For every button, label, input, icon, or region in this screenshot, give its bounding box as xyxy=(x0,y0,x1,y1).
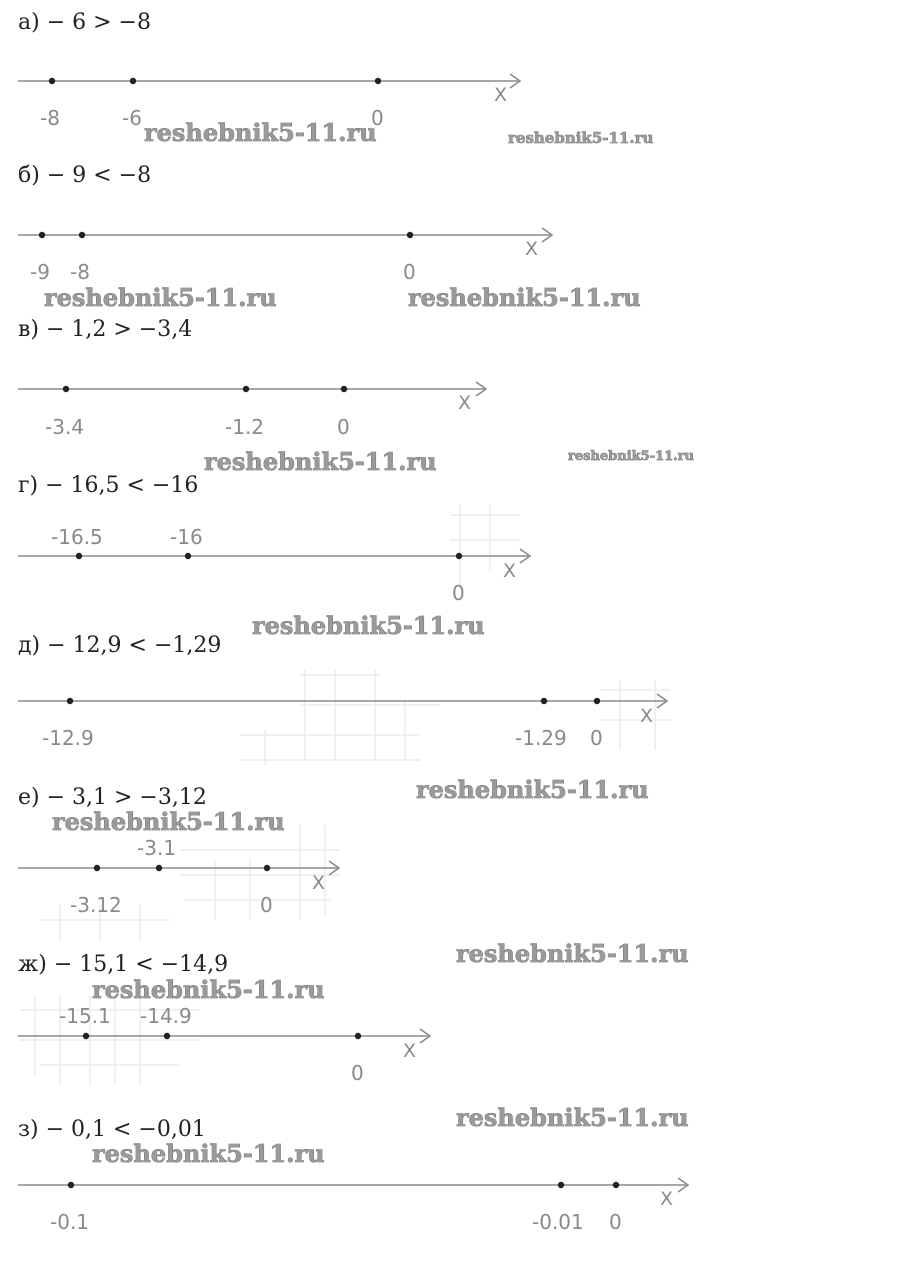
watermark: reshebnik5-11.ru xyxy=(456,939,689,968)
watermark: reshebnik5-11.ru xyxy=(52,807,285,836)
axis-label-x: X xyxy=(494,84,508,106)
tick-label: 0 xyxy=(337,415,350,439)
tick-label: -16.5 xyxy=(51,525,103,549)
axis-label-x: X xyxy=(312,872,326,894)
number-line-e xyxy=(18,836,339,917)
number-line-z xyxy=(18,1178,688,1234)
watermark: reshebnik5-11.ru xyxy=(568,449,695,464)
problem-v-heading: в) − 1,2 > −3,4 xyxy=(18,317,193,342)
point-zero xyxy=(594,698,600,704)
point-minus-15-1 xyxy=(83,1033,89,1039)
tick-label: -0.1 xyxy=(50,1210,90,1234)
point-minus-12-9 xyxy=(67,698,73,704)
point-minus-3-1 xyxy=(156,865,162,871)
number-line-b xyxy=(18,228,552,284)
tick-label: -14.9 xyxy=(140,1004,192,1028)
tick-label: -3.4 xyxy=(45,415,85,439)
point-minus-3-4 xyxy=(63,386,69,392)
watermark: reshebnik5-11.ru xyxy=(44,283,277,312)
tick-label: -6 xyxy=(122,106,142,130)
tick-label: 0 xyxy=(260,893,273,917)
point-zero xyxy=(341,386,347,392)
point-minus-3-12 xyxy=(94,865,100,871)
watermark: reshebnik5-11.ru xyxy=(92,1139,325,1168)
tick-label: 0 xyxy=(609,1210,622,1234)
number-line-zh xyxy=(18,1004,430,1085)
number-line-g xyxy=(18,525,530,605)
watermark: reshebnik5-11.ru xyxy=(416,775,649,804)
problem-zh-heading: ж) − 15,1 < −14,9 xyxy=(18,952,229,977)
tick-label: -15.1 xyxy=(59,1004,111,1028)
point-zero xyxy=(375,78,381,84)
tick-label: -3.12 xyxy=(70,893,122,917)
tick-label: -0.01 xyxy=(532,1210,584,1234)
watermark: reshebnik5-11.ru xyxy=(204,447,437,476)
tick-label: 0 xyxy=(351,1061,364,1085)
point-minus-0-1 xyxy=(68,1182,74,1188)
point-minus-8 xyxy=(79,232,85,238)
watermark: reshebnik5-11.ru xyxy=(92,975,325,1004)
problem-b-heading: б) − 9 < −8 xyxy=(18,163,152,188)
axis-label-x: X xyxy=(660,1188,674,1210)
tick-label: 0 xyxy=(452,581,465,605)
tick-label: 0 xyxy=(590,726,603,750)
axis-label-x: X xyxy=(525,238,539,260)
point-minus-16-5 xyxy=(76,553,82,559)
number-line-v xyxy=(18,382,486,439)
axis-label-x: X xyxy=(458,392,472,414)
point-zero xyxy=(407,232,413,238)
axis-label-x: X xyxy=(503,560,517,582)
tick-label: -1.29 xyxy=(515,726,567,750)
point-minus-14-9 xyxy=(164,1033,170,1039)
axis-label-x: X xyxy=(403,1040,417,1062)
tick-label: -16 xyxy=(170,525,203,549)
tick-label: -9 xyxy=(30,260,50,284)
watermark: reshebnik5-11.ru xyxy=(144,118,377,147)
problem-z-heading: з) − 0,1 < −0,01 xyxy=(18,1117,206,1142)
point-minus-8 xyxy=(49,78,55,84)
watermark: reshebnik5-11.ru xyxy=(252,611,485,640)
problem-g-heading: г) − 16,5 < −16 xyxy=(18,473,199,498)
point-zero xyxy=(355,1033,361,1039)
point-minus-6 xyxy=(130,78,136,84)
point-zero xyxy=(456,553,462,559)
number-line-d xyxy=(18,694,667,750)
axis-label-x: X xyxy=(640,705,654,727)
tick-label: 0 xyxy=(403,260,416,284)
watermark: reshebnik5-11.ru xyxy=(408,283,641,312)
point-minus-0-01 xyxy=(558,1182,564,1188)
watermark: reshebnik5-11.ru xyxy=(508,129,654,147)
point-minus-1-2 xyxy=(243,386,249,392)
tick-label: -3.1 xyxy=(137,836,177,860)
watermark: reshebnik5-11.ru xyxy=(456,1103,689,1132)
point-minus-9 xyxy=(39,232,45,238)
tick-label: -8 xyxy=(70,260,90,284)
point-zero xyxy=(613,1182,619,1188)
point-minus-1-29 xyxy=(541,698,547,704)
point-minus-16 xyxy=(185,553,191,559)
problem-d-heading: д) − 12,9 < −1,29 xyxy=(18,633,222,658)
tick-label: -1.2 xyxy=(225,415,265,439)
tick-label: -12.9 xyxy=(42,726,94,750)
point-zero xyxy=(264,865,270,871)
problem-a-heading: а) − 6 > −8 xyxy=(18,10,151,35)
problem-e-heading: е) − 3,1 > −3,12 xyxy=(18,785,207,810)
tick-label: 0 xyxy=(371,106,384,130)
tick-label: -8 xyxy=(40,106,60,130)
